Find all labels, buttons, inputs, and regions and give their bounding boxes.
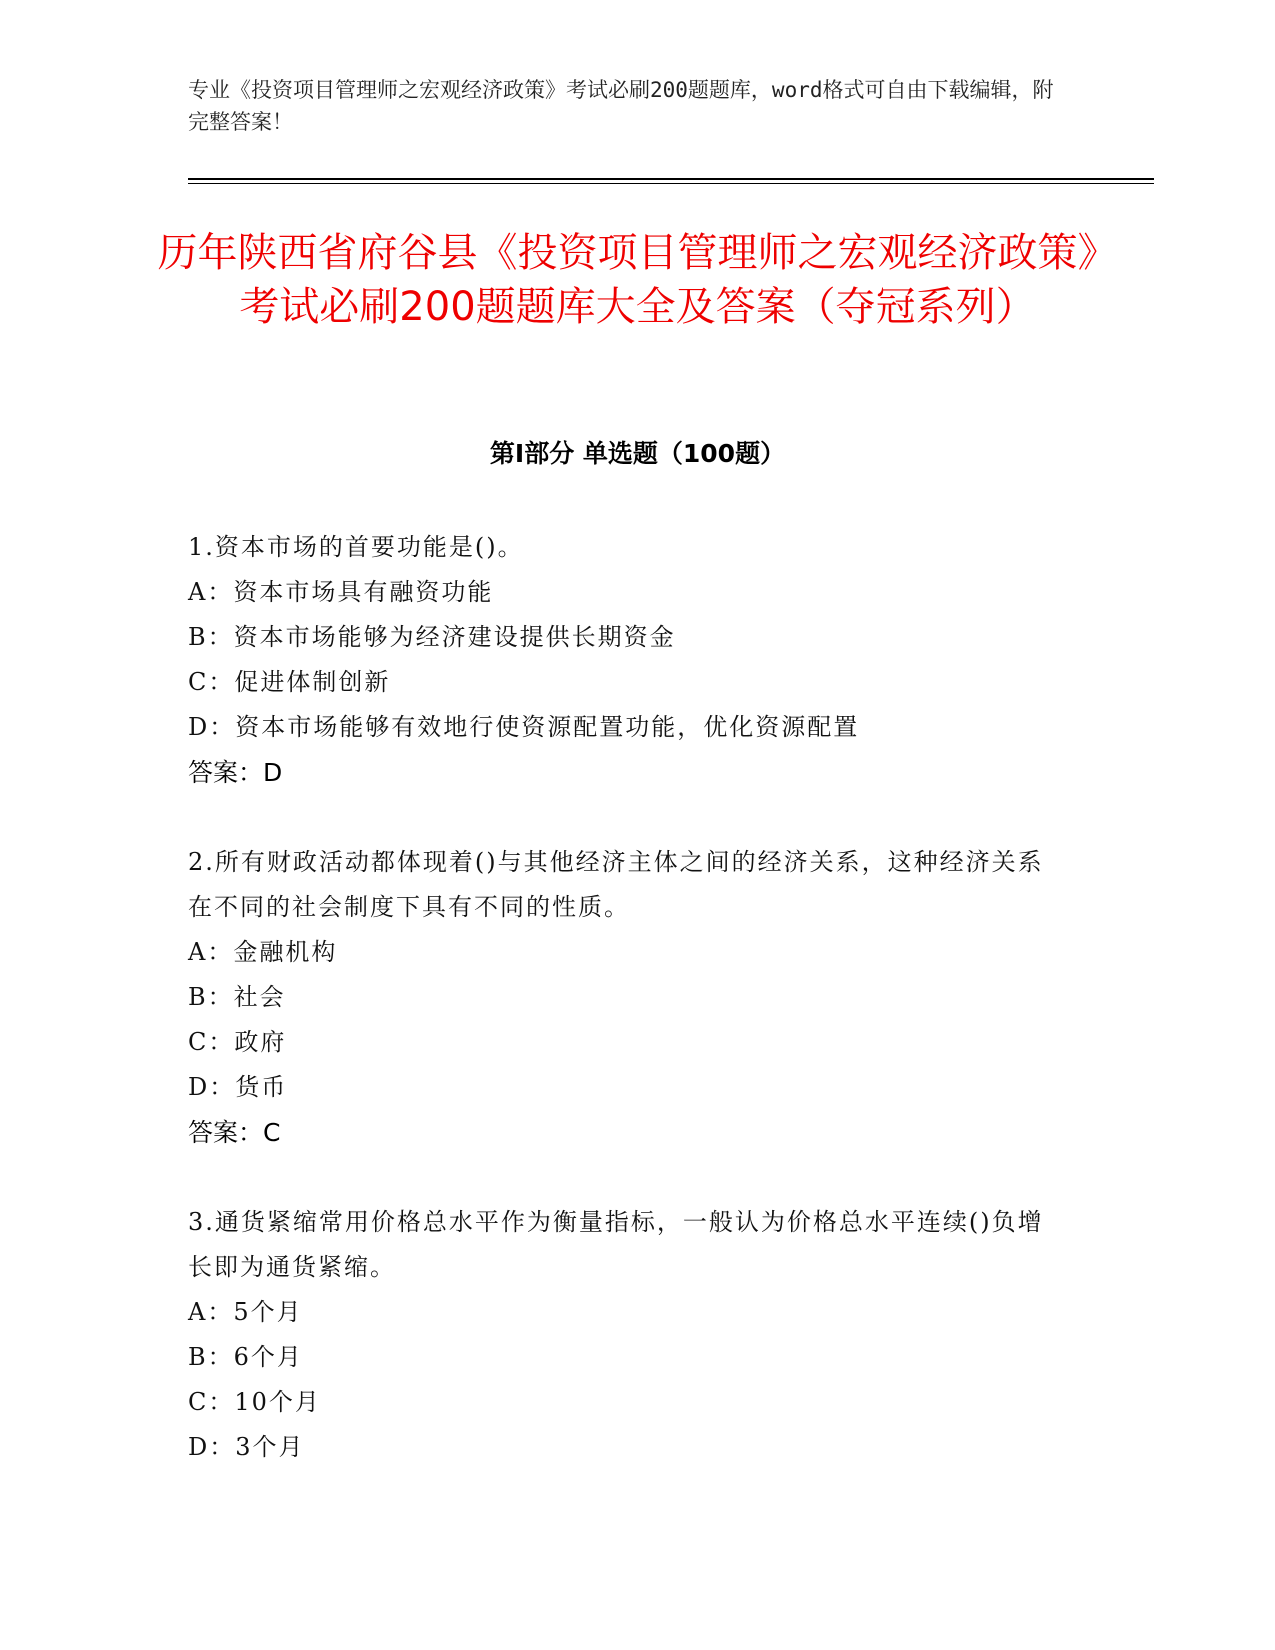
option-d: D：3个月 <box>188 1433 305 1461</box>
question-1 <box>188 525 1068 795</box>
header-rule-thick <box>188 178 1154 180</box>
question-stem: 1.资本市场的首要功能是()。 <box>188 533 524 561</box>
answer: 答案：D <box>188 758 283 787</box>
option-c: C：10个月 <box>188 1388 321 1416</box>
option-b: B：6个月 <box>188 1343 303 1371</box>
option-a: A：金融机构 <box>188 938 338 966</box>
section-title: 第Ⅰ部分 单选题（100题） <box>489 439 786 468</box>
option-c: C：政府 <box>188 1028 287 1056</box>
option-c: C：促进体制创新 <box>188 668 391 696</box>
question-stem: 2.所有财政活动都体现着()与其他经济主体之间的经济关系，这种经济关系在不同的社会制度下具有不同的性质。 <box>188 848 1044 921</box>
document-title: 历年陕西省府谷县《投资项目管理师之宏观经济政策》考试必刷200题题库大全及答案（夺冠系列） <box>157 230 1118 330</box>
option-d: D：资本市场能够有效地行使资源配置功能，优化资源配置 <box>188 713 860 741</box>
question-stem: 3.通货紧缩常用价格总水平作为衡量指标，一般认为价格总水平连续()负增长即为通货紧缩。 <box>188 1208 1044 1281</box>
option-b: B：资本市场能够为经济建设提供长期资金 <box>188 623 676 651</box>
answer: 答案：C <box>188 1118 281 1147</box>
question-2 <box>188 840 1068 1155</box>
header-rule-thin <box>188 183 1154 184</box>
option-a: A：资本市场具有融资功能 <box>188 578 494 606</box>
option-d: D：货币 <box>188 1073 288 1101</box>
question-3 <box>188 1200 1068 1470</box>
option-a: A：5个月 <box>188 1298 303 1326</box>
header-note: 专业《投资项目管理师之宏观经济政策》考试必刷200题题库，word格式可自由下载编辑，附完整答案！ <box>188 78 1054 134</box>
option-b: B：社会 <box>188 983 286 1011</box>
